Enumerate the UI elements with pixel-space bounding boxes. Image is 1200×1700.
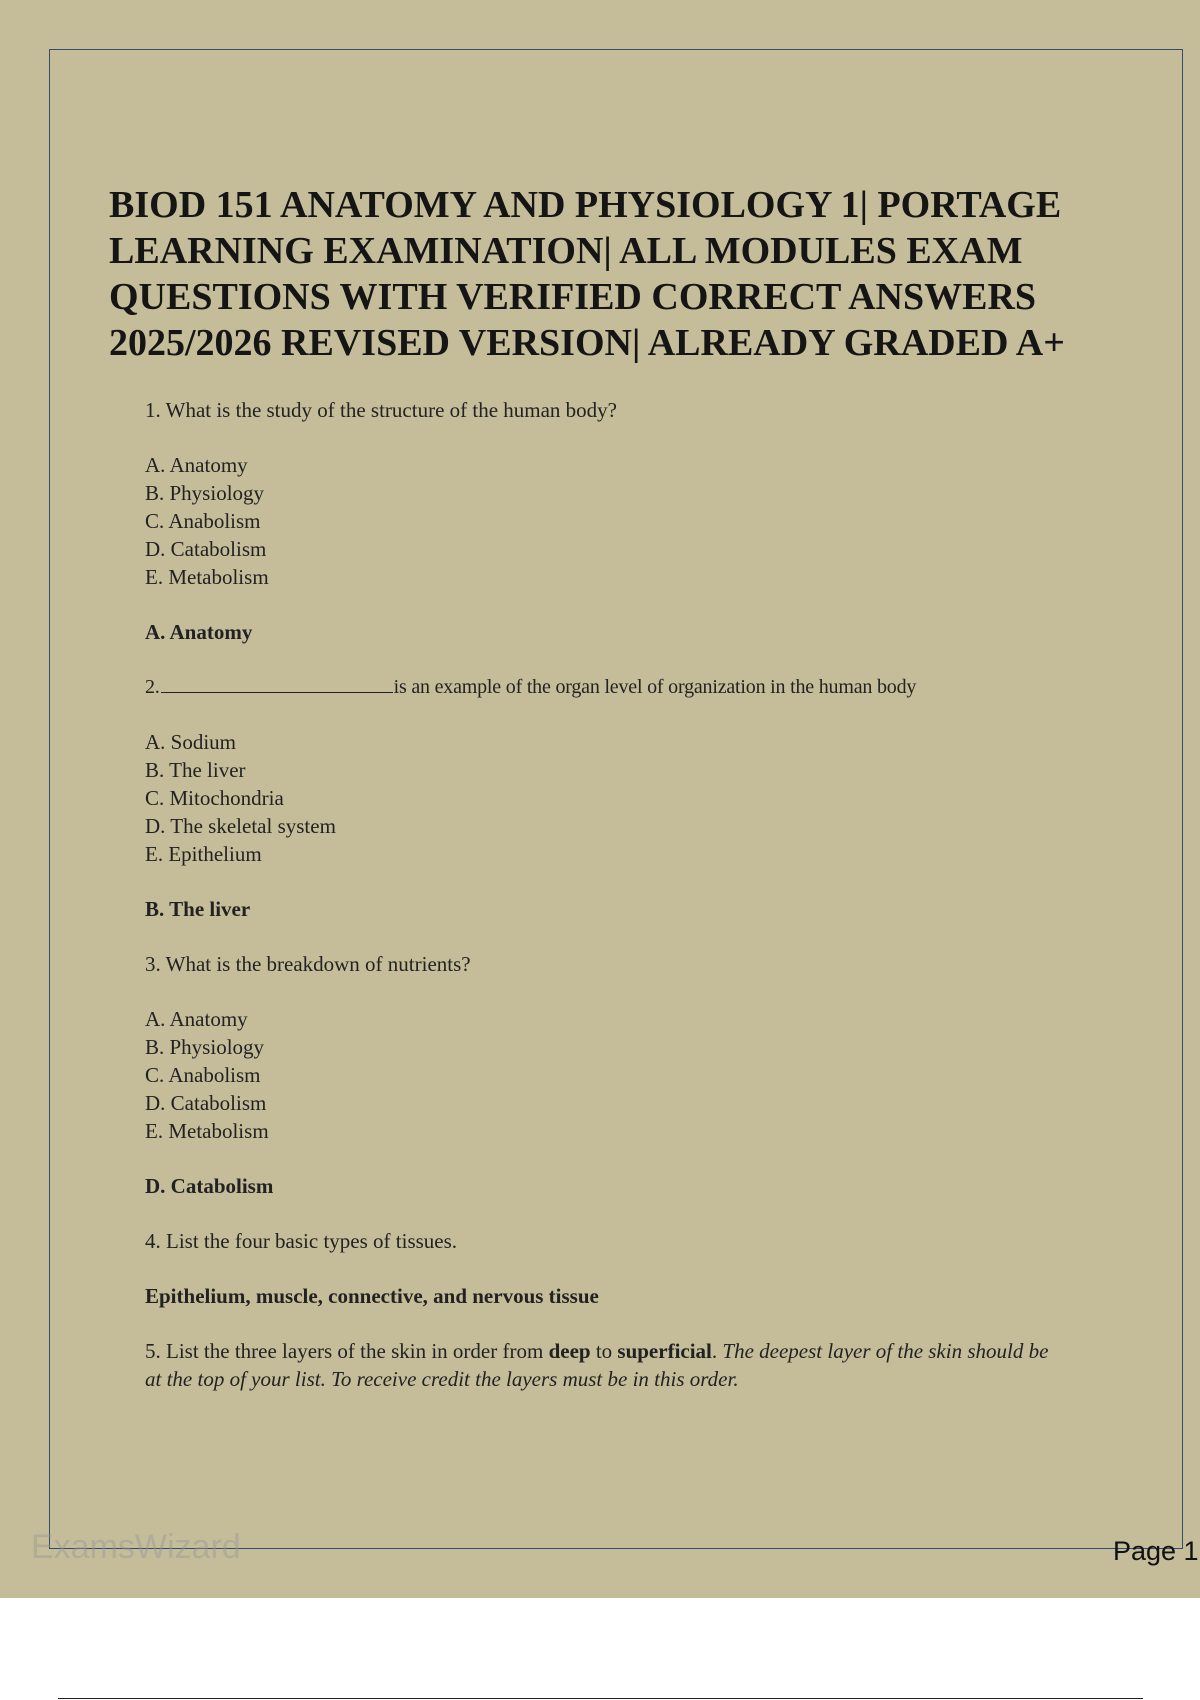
question-1: 1. What is the study of the structure of the human body? (145, 398, 618, 422)
option: D. Catabolism (145, 537, 267, 561)
question-4-answer: Epithelium, muscle, connective, and nervous tissue (145, 1284, 599, 1308)
question-2-answer: B. The liver (145, 897, 251, 921)
option: C. Anabolism (145, 509, 261, 533)
question-1-options (145, 451, 1065, 591)
watermark-logo: ExamsWizard (31, 1528, 241, 1566)
question-5-bold-superficial: superficial (617, 1339, 712, 1363)
question-5-text: to (590, 1339, 618, 1363)
option: E. Metabolism (145, 565, 269, 589)
question-5-instructions: The deepest layer of the skin should be at the top of your list. To receive credit the layers must be in this order. (145, 1339, 1049, 1391)
option: B. Physiology (145, 481, 265, 505)
option: C. Mitochondria (145, 786, 284, 810)
option: C. Anabolism (145, 1063, 261, 1087)
page-divider (58, 1698, 1143, 1699)
question-3-answer: D. Catabolism (145, 1174, 274, 1198)
option: D. The skeletal system (145, 814, 336, 838)
question-5 (145, 1337, 1065, 1393)
option: A. Sodium (145, 730, 237, 754)
option: A. Anatomy (145, 1007, 248, 1031)
fill-in-blank (161, 674, 393, 693)
question-3-options (145, 1005, 1065, 1145)
question-5-text: . (711, 1339, 723, 1363)
option: D. Catabolism (145, 1091, 267, 1115)
option: E. Epithelium (145, 842, 262, 866)
option: A. Anatomy (145, 453, 248, 477)
option: E. Metabolism (145, 1119, 269, 1143)
question-2-text: is an example of the organ level of organization in the human body (393, 676, 917, 698)
question-4: 4. List the four basic types of tissues. (145, 1229, 458, 1253)
page-number: Page 1 (1113, 1536, 1199, 1566)
question-list (145, 396, 1065, 1420)
question-3: 3. What is the breakdown of nutrients? (145, 952, 471, 976)
question-5-text: 5. List the three layers of the skin in order from (145, 1339, 549, 1363)
document-title: BIOD 151 ANATOMY AND PHYSIOLOGY 1| PORTAGE LEARNING EXAMINATION| ALL MODULES EXAM QUESTIONS WITH VERIFIED CORRECT ANSWERS 2025/2026 REVISED VERSION| ALREADY GRADED A+ (109, 184, 1065, 364)
question-5-bold-deep: deep (548, 1339, 591, 1363)
question-2-options (145, 728, 1065, 868)
option: B. The liver (145, 758, 246, 782)
question-1-answer: A. Anatomy (145, 620, 253, 644)
question-2 (145, 673, 1065, 701)
option: B. Physiology (145, 1035, 265, 1059)
question-2-number: 2. (145, 676, 160, 698)
